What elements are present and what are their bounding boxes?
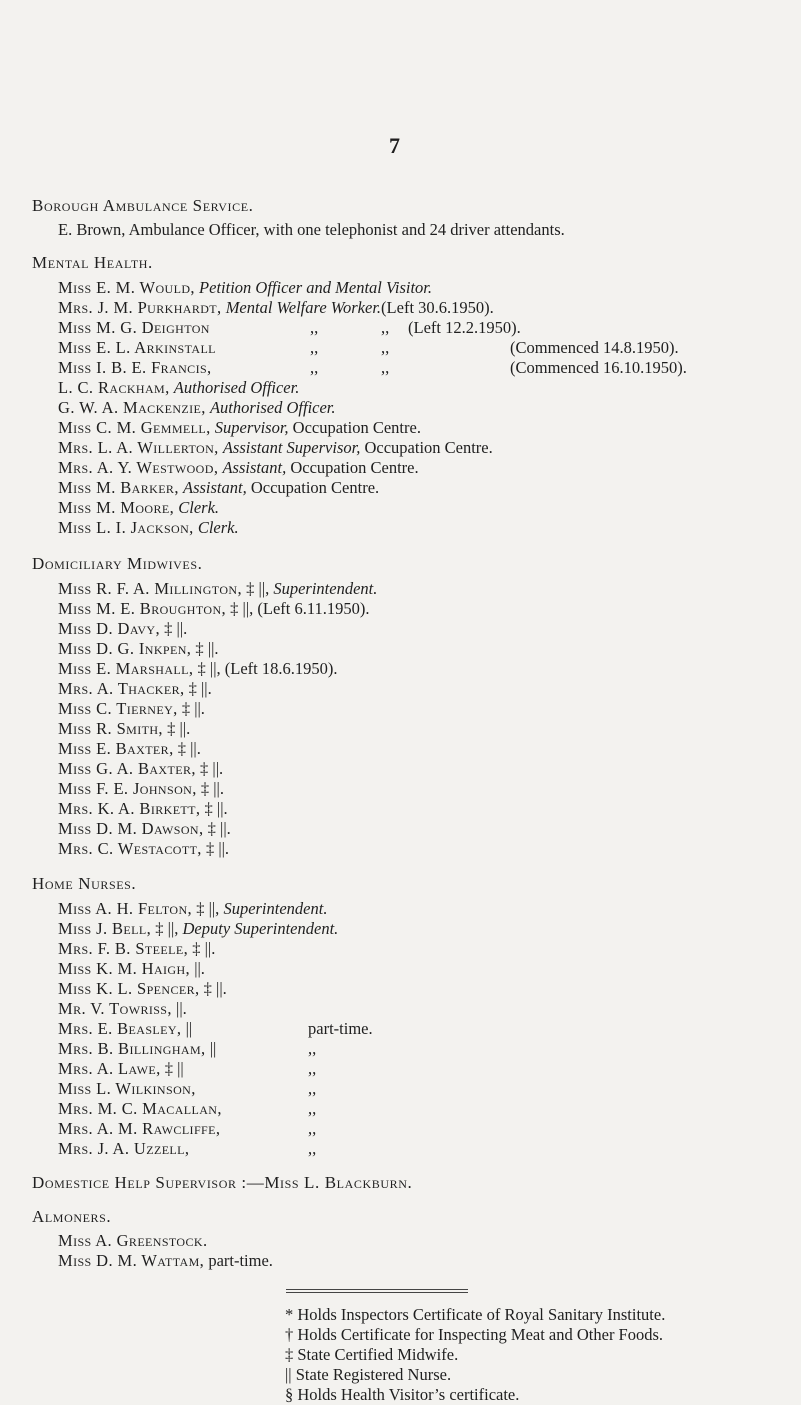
footnote-divider: [286, 1289, 468, 1290]
nurse-row: [58, 1079, 458, 1099]
person-name: Miss R. Smith,: [58, 719, 163, 738]
qualification-marks: ‡ ||.: [167, 719, 191, 738]
midwife-row: [58, 839, 229, 859]
midwife-row: [58, 739, 201, 759]
person-name: Miss M. G. Deighton: [58, 318, 210, 337]
nurse-row: [58, 959, 205, 979]
role: Authorised Officer.: [209, 398, 336, 417]
person-name: Mrs. A. Lawe,: [58, 1059, 161, 1078]
mental-row: [58, 478, 379, 498]
qualification-marks: ‡ ||.: [188, 679, 212, 698]
almoner-row: [58, 1251, 273, 1271]
mental-row: [58, 278, 432, 298]
nurse-row: [58, 899, 327, 919]
role: Clerk.: [178, 498, 220, 517]
person-name: Miss I. B. E. Francis,: [58, 358, 212, 377]
person-name: Mrs. J. M. Purkhardt,: [58, 298, 222, 317]
role: Petition Officer and Mental Visitor.: [199, 278, 433, 297]
person-name: Mrs. F. B. Steele,: [58, 939, 189, 958]
ditto: ,,: [308, 1119, 317, 1138]
qualification-marks: ‡ ||.: [205, 839, 230, 858]
nurse-row: [58, 939, 215, 959]
note: (Left 18.6.1950).: [224, 659, 338, 678]
role: Assistant Supervisor,: [222, 438, 361, 457]
place: Occupation Centre.: [364, 438, 493, 457]
qualification-marks: ‡ ||,: [197, 659, 221, 678]
person-name: Miss K. M. Haigh,: [58, 959, 191, 978]
midwife-row: [58, 639, 219, 659]
midwife-row: [58, 599, 370, 619]
person-name: Miss A. Greenstock.: [58, 1231, 208, 1250]
midwife-row: [58, 799, 228, 819]
person-name: Miss E. Baxter,: [58, 739, 174, 758]
footnote: || State Registered Nurse.: [285, 1365, 452, 1384]
note: (Left 6.11.1950).: [257, 599, 370, 618]
role: Authorised Officer.: [173, 378, 300, 397]
person-name: Mrs. K. A. Birkett,: [58, 799, 201, 818]
part-time-note: part-time.: [208, 1251, 273, 1270]
role: Clerk.: [197, 518, 239, 537]
ditto: ,,: [308, 1039, 317, 1058]
midwife-row: [58, 659, 338, 679]
qualification-marks: ‡ ||,: [246, 579, 270, 598]
person-name: Mrs. A. M. Rawcliffe,: [58, 1119, 221, 1138]
place: Occupation Centre.: [292, 418, 421, 437]
mental-row: [58, 438, 493, 458]
role: Superintendent.: [223, 899, 328, 918]
role: Deputy Superintendent.: [182, 919, 339, 938]
person-name: Miss E. Marshall,: [58, 659, 194, 678]
ditto: ,,: [310, 318, 319, 337]
qualification-marks: ‡ ||: [164, 1059, 184, 1078]
person-name: Miss K. L. Spencer,: [58, 979, 200, 998]
qualification-marks: ‡ ||.: [207, 819, 231, 838]
ditto: ,,: [308, 1059, 317, 1078]
person-name: Miss C. M. Gemmell,: [58, 418, 211, 437]
midwife-row: [58, 619, 187, 639]
person-name: Miss M. E. Broughton,: [58, 599, 227, 618]
mental-row: [58, 458, 419, 478]
role: Mental Welfare Worker.: [225, 298, 382, 317]
domestic-help-line: Domestice Help Supervisor :—Miss L. Blackburn.: [32, 1173, 413, 1192]
ambulance-heading: Borough Ambulance Service.: [32, 196, 254, 215]
person-name: Miss A. H. Felton,: [58, 899, 193, 918]
person-name: Miss D. Davy,: [58, 619, 160, 638]
person-name: Mrs. L. A. Willerton,: [58, 438, 219, 457]
person-name: G. W. A. Mackenzie,: [58, 398, 206, 417]
midwives-heading: Domiciliary Midwives.: [32, 554, 203, 573]
footnote: * Holds Inspectors Certificate of Royal Sanitary Institute.: [285, 1305, 666, 1324]
person-name: Miss M. Moore,: [58, 498, 175, 517]
person-name: Miss G. A. Baxter,: [58, 759, 196, 778]
nurse-row: [58, 1039, 458, 1059]
mental-row: [58, 358, 758, 378]
midwife-row: [58, 759, 223, 779]
person-name: Miss D. M. Dawson,: [58, 819, 204, 838]
midwife-row: [58, 679, 212, 699]
person-name: Mrs. B. Billingham,: [58, 1039, 206, 1058]
ditto: ,,: [381, 358, 390, 377]
qualification-marks: ‡ ||.: [204, 799, 228, 818]
person-name: Miss E. L. Arkinstall: [58, 338, 216, 357]
person-name: Mrs. A. Y. Westwood,: [58, 458, 219, 477]
ditto: ,,: [381, 318, 390, 337]
person-name: Miss E. M. Would,: [58, 278, 195, 297]
qualification-marks: ‡ ||,: [155, 919, 179, 938]
midwife-row: [58, 819, 231, 839]
qualification-marks: ‡ ||.: [164, 619, 188, 638]
qualification-marks: ||: [209, 1039, 217, 1058]
role: Assistant,: [222, 458, 287, 477]
qualification-marks: ‡ ||.: [200, 779, 224, 798]
nurse-row: [58, 1019, 458, 1039]
person-name: Miss R. F. A. Millington,: [58, 579, 242, 598]
mental-row: [58, 298, 494, 318]
almoner-row: [58, 1231, 208, 1251]
footnote: ‡ State Certified Midwife.: [285, 1345, 459, 1364]
mental-row: [58, 378, 299, 398]
qualification-marks: ‡ ||.: [192, 939, 216, 958]
mental-row: [58, 318, 758, 338]
midwife-row: [58, 719, 190, 739]
mental-row: [58, 338, 758, 358]
role: Assistant,: [183, 478, 247, 497]
nurse-row: [58, 999, 187, 1019]
page-number: 7: [389, 133, 400, 158]
ditto: ,,: [310, 338, 319, 357]
qualification-marks: ||: [185, 1019, 193, 1038]
person-name: Mrs. A. Thacker,: [58, 679, 185, 698]
person-name: Miss F. E. Johnson,: [58, 779, 197, 798]
home-nurses-heading: Home Nurses.: [32, 874, 137, 893]
ambulance-text: E. Brown, Ambulance Officer, with one telephonist and 24 driver attendants.: [58, 220, 565, 239]
qualification-marks: ||.: [194, 959, 205, 978]
footnote: † Holds Certificate for Inspecting Meat and Other Foods.: [285, 1325, 664, 1344]
person-name: Miss M. Barker,: [58, 478, 179, 497]
ditto: ,,: [308, 1079, 317, 1098]
person-name: Mrs. J. A. Uzzell,: [58, 1139, 190, 1158]
nurse-row: [58, 1059, 458, 1079]
person-name: Miss L. I. Jackson,: [58, 518, 194, 537]
note: (Left 12.2.1950).: [408, 318, 521, 337]
person-name: Miss J. Bell,: [58, 919, 152, 938]
person-name: Miss L. Wilkinson,: [58, 1079, 196, 1098]
midwife-row: [58, 779, 224, 799]
place: Occupation Centre.: [250, 478, 380, 497]
person-name: Miss D. M. Wattam,: [58, 1251, 205, 1270]
nurse-row: [58, 1119, 458, 1139]
almoners-heading: Almoners.: [32, 1207, 112, 1226]
footnote-divider: [286, 1292, 468, 1293]
ditto: ,,: [308, 1139, 317, 1158]
mental-health-heading: Mental Health.: [32, 253, 153, 272]
qualification-marks: ‡ ||.: [195, 639, 219, 658]
person-name: Mrs. M. C. Macallan,: [58, 1099, 222, 1118]
note: (Commenced 14.8.1950).: [510, 338, 679, 357]
mental-row: [58, 398, 336, 418]
qualification-marks: ‡ ||.: [203, 979, 227, 998]
note: (Left 30.6.1950).: [381, 298, 494, 317]
role: Supervisor,: [214, 418, 289, 437]
nurse-row: [58, 979, 227, 999]
footnote: § Holds Health Visitor’s certificate.: [285, 1385, 520, 1404]
mental-row: [58, 418, 421, 438]
part-time-note: part-time.: [308, 1019, 373, 1038]
person-name: Miss C. Tierney,: [58, 699, 178, 718]
person-name: Mr. V. Towriss,: [58, 999, 172, 1018]
mental-row: [58, 498, 219, 518]
person-name: L. C. Rackham,: [58, 378, 170, 397]
ditto: ,,: [310, 358, 319, 377]
qualification-marks: ‡ ||,: [196, 899, 220, 918]
note: (Commenced 16.10.1950).: [510, 358, 687, 377]
qualification-marks: ‡ ||,: [230, 599, 254, 618]
qualification-marks: ‡ ||.: [200, 759, 224, 778]
nurse-row: [58, 1139, 458, 1159]
person-name: Miss D. G. Inkpen,: [58, 639, 192, 658]
nurse-row: [58, 1099, 458, 1119]
midwife-row: [58, 579, 377, 599]
role: Superintendent.: [273, 579, 378, 598]
person-name: Mrs. E. Beasley,: [58, 1019, 182, 1038]
qualification-marks: ‡ ||.: [177, 739, 201, 758]
place: Occupation Centre.: [290, 458, 419, 477]
mental-row: [58, 518, 239, 538]
person-name: Mrs. C. Westacott,: [58, 839, 202, 858]
qualification-marks: ‡ ||.: [181, 699, 205, 718]
qualification-marks: ||.: [176, 999, 187, 1018]
ditto: ,,: [381, 338, 390, 357]
nurse-row: [58, 919, 338, 939]
midwife-row: [58, 699, 205, 719]
ditto: ,,: [308, 1099, 317, 1118]
